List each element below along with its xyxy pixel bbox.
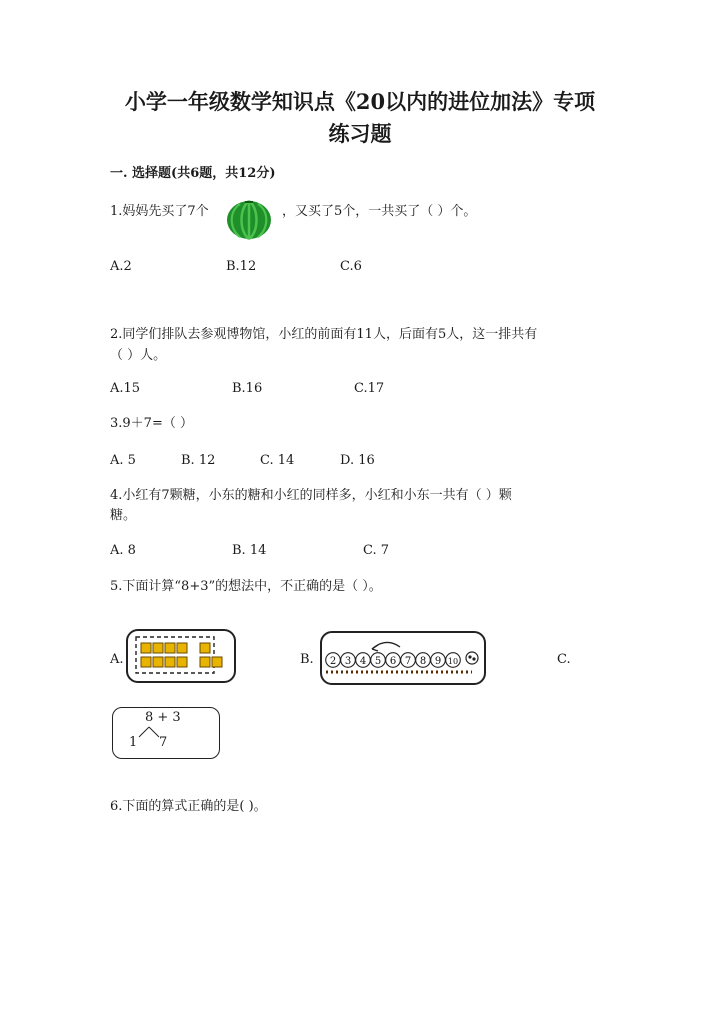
section-heading: 一. 选择题(共6题，共12分) [110, 166, 276, 181]
q1-option-b[interactable]: B.12 [226, 259, 257, 274]
q3-option-a[interactable]: A. 5 [110, 453, 136, 468]
number-circle-label: 10 [447, 657, 459, 666]
ball-icon [466, 652, 478, 664]
q5-option-a-label[interactable]: A. [110, 652, 124, 667]
dashed-group-outline [136, 637, 214, 673]
q4-option-b[interactable]: B. 14 [232, 543, 267, 558]
q4-option-a[interactable]: A. 8 [110, 543, 136, 558]
cube-blocks [141, 643, 222, 667]
question-1-text-a: 1.妈妈先买了7个 [110, 204, 209, 219]
watermelon-icon [226, 198, 272, 240]
q5-option-a-figure[interactable] [126, 629, 236, 683]
q1-option-c[interactable]: C.6 [340, 259, 362, 274]
split-right-number: 7 [159, 735, 168, 750]
number-circle-label: 9 [434, 656, 442, 667]
cube-blocks-figure [128, 631, 234, 681]
q2-option-b[interactable]: B.16 [232, 381, 263, 396]
q2-option-c[interactable]: C.17 [354, 381, 385, 396]
number-circle-label: 8 [419, 656, 427, 667]
title-line-2: 练习题 [328, 121, 392, 146]
q5-option-c-figure[interactable] [112, 707, 220, 759]
number-circles [326, 653, 461, 668]
q4-option-c[interactable]: C. 7 [363, 543, 390, 558]
question-4-line-1: 4.小红有7颗糖，小东的糖和小红的同样多，小红和小东一共有（ ）颗 [110, 488, 512, 503]
number-circle-label: 3 [344, 656, 352, 667]
question-1-text-b: ，又买了5个，一共买了（ ）个。 [282, 204, 477, 219]
page-title [80, 86, 640, 150]
question-2-line-1: 2.同学们排队去参观博物馆，小红的前面有11人，后面有5人，这一排共有 [110, 327, 538, 342]
split-top-text: 8 + 3 [145, 710, 181, 725]
question-5-text: 5.下面计算“8+3”的想法中，不正确的是（ ）。 [110, 579, 382, 594]
question-4-line-2: 糖。 [110, 508, 137, 523]
question-2-line-2: （ ）人。 [110, 348, 167, 363]
split-left-number: 1 [129, 735, 138, 750]
q1-option-a[interactable]: A.2 [110, 259, 132, 274]
q3-option-c[interactable]: C. 14 [260, 453, 295, 468]
number-circle-label: 2 [329, 656, 337, 667]
question-3-text: 3.9＋7=（ ） [110, 416, 193, 431]
split-branch-lines [113, 708, 219, 758]
number-circle-label: 5 [374, 656, 382, 667]
q2-option-a[interactable]: A.15 [110, 381, 141, 396]
q3-option-d[interactable]: D. 16 [340, 453, 375, 468]
title-line-1: 小学一年级数学知识点《20以内的进位加法》专项 [124, 89, 596, 114]
number-circle-label: 6 [389, 656, 397, 667]
number-circle-label: 4 [359, 656, 367, 667]
number-line-figure [322, 633, 484, 683]
number-circle-label: 7 [404, 656, 412, 667]
q5-option-c-label[interactable]: C. [557, 652, 571, 667]
q5-option-b-figure[interactable] [320, 631, 486, 685]
q3-option-b[interactable]: B. 12 [181, 453, 216, 468]
question-6-text: 6.下面的算式正确的是( )。 [110, 799, 267, 814]
q5-option-b-label[interactable]: B. [300, 652, 314, 667]
